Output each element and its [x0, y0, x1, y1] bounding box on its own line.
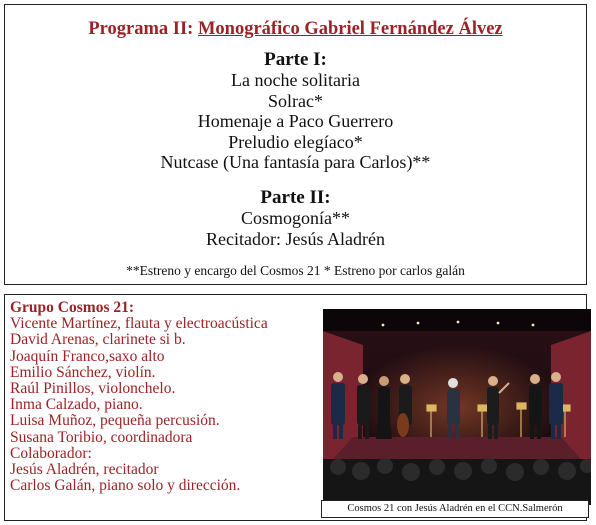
work-item: Homenaje a Paco Guerrero [197, 111, 394, 132]
part-2 [5, 187, 586, 249]
member-line: Luisa Muñoz, pequeña percusión. [10, 412, 220, 430]
work-item: Cosmogonía** [240, 208, 350, 228]
premiere-footnote: **Estreno y encargo del Cosmos 21 * Estreno por carlos galán [126, 263, 465, 278]
program-title-subject: Monográfico Gabriel Fernández Álvez [197, 19, 503, 39]
ensemble-box [4, 294, 587, 521]
work-item: Solrac* [268, 90, 323, 111]
program-box [4, 4, 587, 285]
member-line: Inma Calzado, piano. [10, 396, 143, 414]
member-line: Raúl Pinillos, violonchelo. [10, 380, 176, 398]
ensemble-heading: Grupo Cosmos 21: [10, 299, 135, 316]
program-title-prefix: Programa II: [88, 19, 198, 39]
work-item: Nutcase (Una fantasía para Carlos)** [160, 152, 431, 173]
member-line: Vicente Martínez, flauta y electroacústica [10, 315, 268, 333]
work-item: Preludio elegíaco* [228, 131, 363, 152]
program-title [5, 19, 586, 40]
member-line: Carlos Galán, piano solo y dirección. [10, 477, 241, 495]
ensemble-list [10, 300, 268, 494]
photo-caption: Cosmos 21 con Jesús Aladrén en el CCN.Salmerón [321, 500, 589, 518]
member-line: Colaborador: [10, 444, 92, 462]
part-1 [5, 49, 586, 173]
member-line: Jesús Aladrén, recitador [10, 461, 159, 479]
member-line: David Arenas, clarinete si b. [10, 331, 186, 349]
concert-photo [323, 309, 591, 505]
work-item: Recitador: Jesús Aladrén [206, 228, 385, 249]
member-line: Susana Toribio, coordinadora [10, 428, 193, 446]
work-item: La noche solitaria [231, 70, 360, 90]
part-1-heading: Parte I: [264, 49, 327, 70]
part-2-heading: Parte II: [260, 187, 331, 208]
member-line: Emilio Sánchez, violín. [10, 363, 156, 381]
member-line: Joaquín Franco,saxo alto [10, 347, 165, 365]
